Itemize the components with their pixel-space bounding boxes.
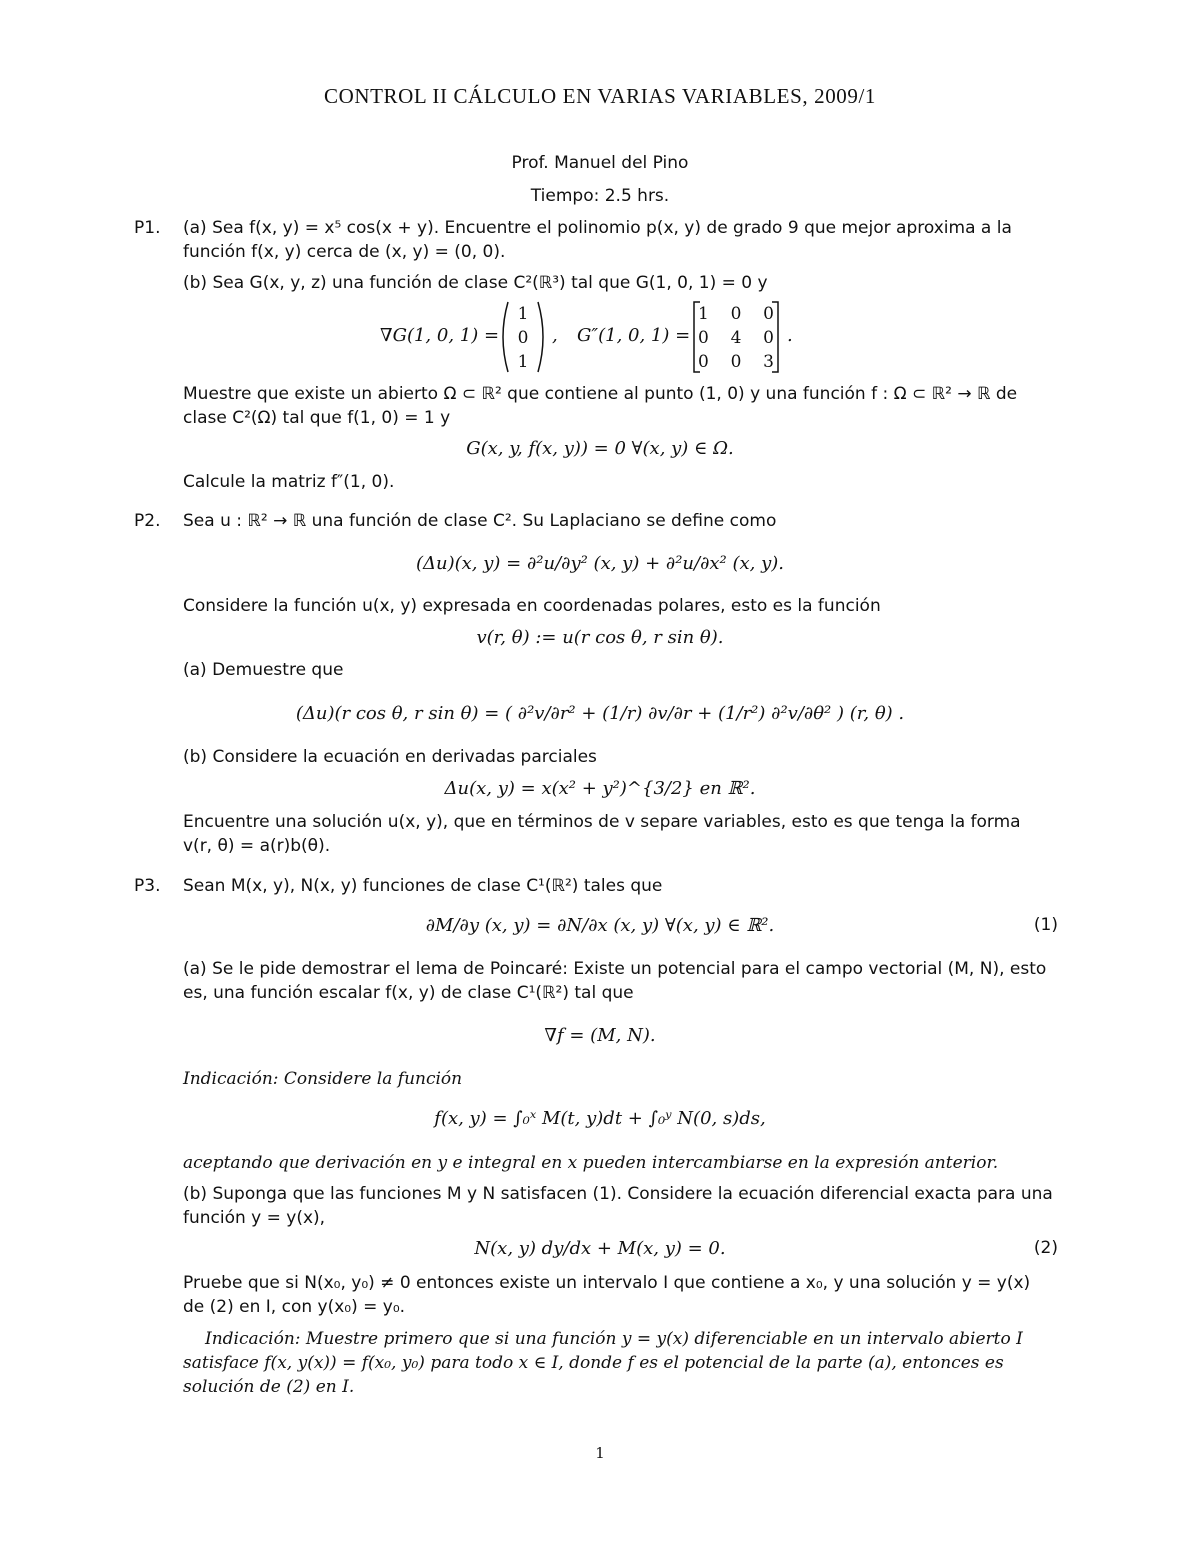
p3-hint3: Indicación: Muestre primero que si una función y = y(x) diferenciable en un intervalo abierto I — [205, 1329, 1023, 1349]
p3-hint1: Indicación: Considere la función — [183, 1069, 463, 1089]
p1-b-line2: Muestre que existe un abierto Ω ⊂ ℝ² que contiene al punto (1, 0) y una función f : Ω ⊂ ℝ² → ℝ de — [183, 384, 1018, 404]
p1-matrix-equation — [380, 300, 800, 374]
hessian-entry: 0 — [730, 352, 742, 372]
equation-number-1: (1) — [1033, 915, 1058, 935]
grad-entry: 1 — [517, 352, 529, 372]
p3-hint4: satisface f(x, y(x)) = f(x₀, y₀) para todo x ∈ I, donde f es el potencial de la parte (a), entonces es — [183, 1353, 1004, 1373]
laplacian-equation: (Δu)(x, y) = ∂²u/∂y² (x, y) + ∂²u/∂x² (x, y). — [415, 553, 784, 574]
p2-a-equation: (Δu)(r cos θ, r sin θ) = ( ∂²v/∂r² + (1/r) ∂v/∂r + (1/r²) ∂²v/∂θ² ) (r, θ) . — [295, 703, 905, 724]
p3-line1: Sean M(x, y), N(x, y) funciones de clase C¹(ℝ²) tales que — [183, 876, 663, 896]
p1-a-line2: función f(x, y) cerca de (x, y) = (0, 0). — [183, 242, 506, 262]
p2-b-line2: Encuentre una solución u(x, y), que en términos de v separe variables, esto es que tenga la forma — [183, 812, 1021, 832]
p2-line2: Considere la función u(x, y) expresada en coordenadas polares, esto es la función — [183, 596, 881, 616]
hessian-entry: 0 — [763, 328, 774, 348]
grad-lhs: ∇G(1, 0, 1) = — [380, 325, 500, 346]
p1-b-line1: (b) Sea G(x, y, z) una función de clase C²(ℝ³) tal que G(1, 0, 1) = 0 y — [183, 273, 768, 293]
hessian-matrix — [698, 302, 774, 374]
hessian-entry: 1 — [698, 304, 709, 324]
p1-b-line4: Calcule la matriz f″(1, 0). — [183, 472, 395, 492]
period: . — [787, 325, 793, 346]
comma: , — [552, 325, 558, 346]
grad-entry: 1 — [517, 304, 529, 324]
problem-label-p3: P3. — [134, 876, 161, 896]
p2-line1: Sea u : ℝ² → ℝ una función de clase C². Su Laplaciano se define como — [183, 511, 777, 531]
p2-b-line3: v(r, θ) = a(r)b(θ). — [183, 836, 331, 856]
hessian-row — [698, 302, 774, 326]
hessian-lhs: G″(1, 0, 1) = — [577, 325, 691, 346]
p2-a-line: (a) Demuestre que — [183, 660, 344, 680]
hessian-row — [698, 326, 774, 350]
grad-vector — [513, 302, 533, 374]
hessian-entry: 4 — [730, 328, 742, 348]
problem-label-p2: P2. — [134, 511, 161, 531]
p1-b-line3: clase C²(Ω) tal que f(1, 0) = 1 y — [183, 408, 451, 428]
hessian-row — [698, 350, 774, 374]
p2-b-equation: Δu(x, y) = x(x² + y²)^{3/2} en ℝ². — [444, 778, 756, 799]
problem-label-p1: P1. — [134, 218, 161, 238]
p1-a-line1: (a) Sea f(x, y) = x⁵ cos(x + y). Encuentre el polinomio p(x, y) de grado 9 que mejor aproxima a la — [183, 218, 1012, 238]
grad-entry: 0 — [517, 328, 529, 348]
p3-a-equation: ∇f = (M, N). — [544, 1025, 656, 1046]
author-line: Prof. Manuel del Pino — [511, 153, 689, 173]
p3-hint-equation: f(x, y) = ∫₀ˣ M(t, y)dt + ∫₀ʸ N(0, s)ds, — [434, 1108, 766, 1129]
p3-a-line2: es, una función escalar f(x, y) de clase C¹(ℝ²) tal que — [183, 983, 634, 1003]
p3-hint2: aceptando que derivación en y e integral en x pueden intercambiarse en la expresión anterior. — [183, 1153, 999, 1173]
hessian-entry: 0 — [730, 304, 742, 324]
p3-b-line3: Pruebe que si N(x₀, y₀) ≠ 0 entonces existe un intervalo I que contiene a x₀, y una solución y = y(x) — [183, 1273, 1031, 1293]
p3-equation-2: N(x, y) dy/dx + M(x, y) = 0. — [474, 1238, 726, 1259]
p1-b-equation: G(x, y, f(x, y)) = 0 ∀(x, y) ∈ Ω. — [466, 438, 734, 459]
p3-b-line4: de (2) en I, con y(x₀) = y₀. — [183, 1297, 406, 1317]
p3-b-line1: (b) Suponga que las funciones M y N satisfacen (1). Considere la ecuación diferencial exacta para una — [183, 1184, 1053, 1204]
hessian-entry: 0 — [698, 328, 709, 348]
p3-equation-1: ∂M/∂y (x, y) = ∂N/∂x (x, y) ∀(x, y) ∈ ℝ². — [425, 915, 775, 936]
hessian-entry: 0 — [698, 352, 709, 372]
document-title: CONTROL II CÁLCULO EN VARIAS VARIABLES, 2009/1 — [323, 84, 877, 108]
polar-equation: v(r, θ) := u(r cos θ, r sin θ). — [476, 627, 724, 648]
hessian-entry: 3 — [763, 352, 774, 372]
p3-a-line1: (a) Se le pide demostrar el lema de Poincaré: Existe un potencial para el campo vectorial (M, N), esto — [183, 959, 1047, 979]
p2-b-line: (b) Considere la ecuación en derivadas parciales — [183, 747, 597, 767]
page-number: 1 — [595, 1444, 605, 1462]
p3-hint5: solución de (2) en I. — [183, 1377, 355, 1397]
p3-b-line2: función y = y(x), — [183, 1208, 326, 1228]
time-line: Tiempo: 2.5 hrs. — [530, 186, 670, 206]
hessian-entry: 0 — [763, 304, 774, 324]
equation-number-2: (2) — [1033, 1238, 1058, 1258]
